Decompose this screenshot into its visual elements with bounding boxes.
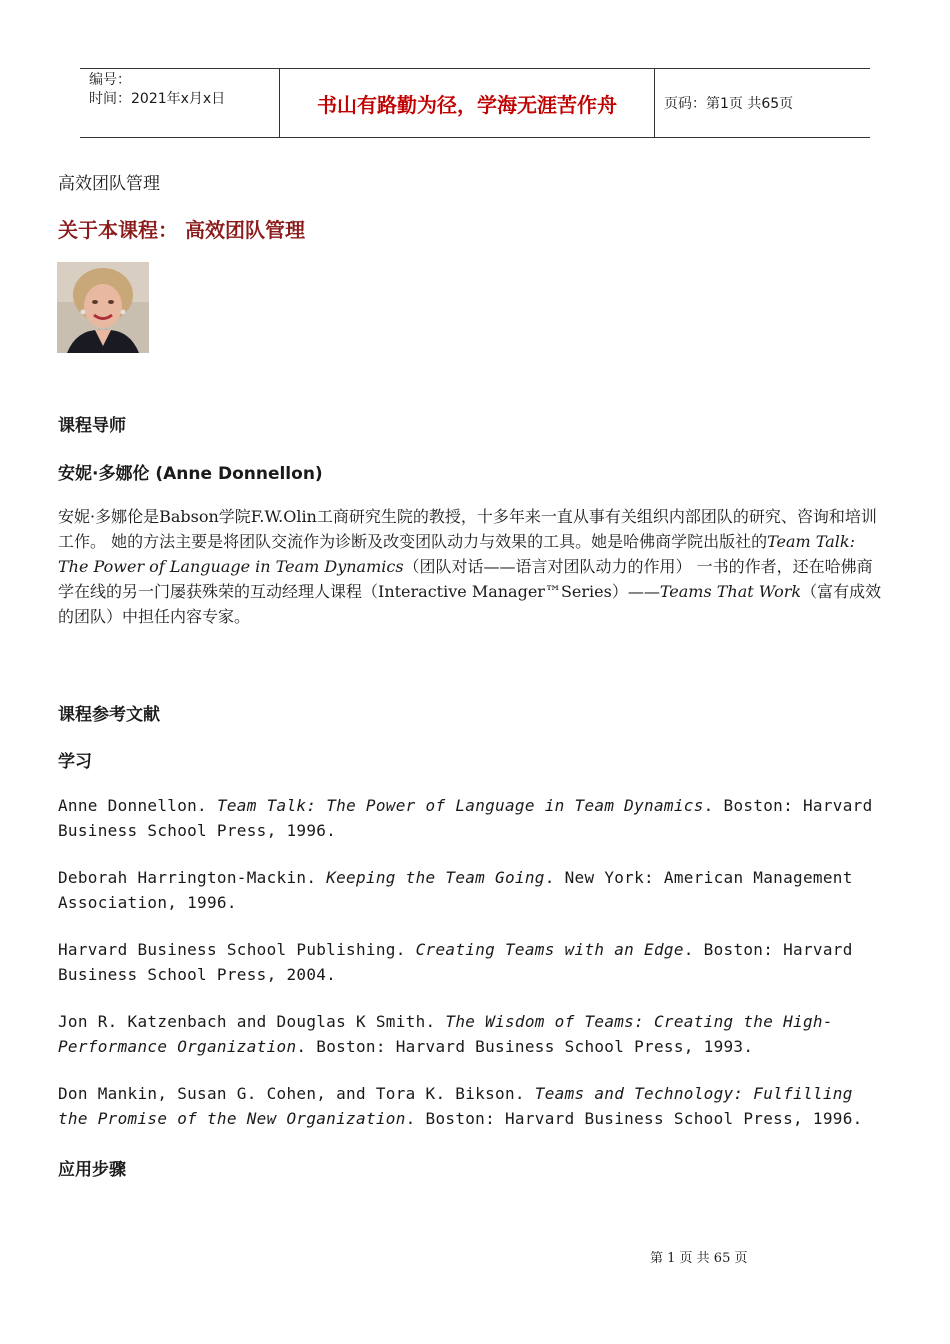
- bio-part-2: （团队对话——语言对团队动力的作用） 一书的作者，还在哈佛商学在线的另一门屡获殊荣的互动经理人课程（Interactive Manager™Series）——: [58, 557, 873, 601]
- instructor-bio: [58, 504, 888, 629]
- bio-book-2: Teams That Work: [659, 582, 802, 601]
- instructor-section-title: 课程导师: [58, 416, 126, 436]
- ref-author: Jon R. Katzenbach and Douglas K Smith.: [58, 1012, 446, 1031]
- instructor-portrait-icon: [57, 262, 149, 353]
- ref-author: Don Mankin, Susan G. Cohen, and Tora K. Bikson.: [58, 1084, 535, 1103]
- ref-publisher: . New York: American Management Association, 1996.: [58, 868, 853, 912]
- reference-item: [58, 1081, 888, 1131]
- reference-item: [58, 937, 888, 987]
- ref-publisher: . Boston: Harvard Business School Press, 1993.: [296, 1037, 754, 1056]
- ref-title: Team Talk: The Power of Language in Team Dynamics: [216, 796, 704, 815]
- header-table: [80, 68, 870, 138]
- instructor-name: 安妮·多娜伦 (Anne Donnellon): [58, 464, 323, 484]
- ref-publisher: . Boston: Harvard Business School Press, 1996.: [405, 1109, 863, 1128]
- ref-title: Keeping the Team Going: [326, 868, 545, 887]
- header-page-info: 页码：第1页 共65页: [664, 96, 794, 112]
- course-heading: 关于本课程： 高效团队管理: [58, 218, 305, 242]
- reference-item: [58, 865, 888, 915]
- steps-section-title: 应用步骤: [58, 1160, 126, 1180]
- study-section-title: 学习: [58, 752, 92, 772]
- reference-item: [58, 793, 888, 843]
- bio-part-3: （富有成效的团队）中担任内容专家。: [58, 582, 882, 626]
- references-section-title: 课程参考文献: [58, 705, 160, 725]
- header-motto: 书山有路勤为径，学海无涯苦作舟: [280, 69, 655, 137]
- ref-author: Deborah Harrington-Mackin.: [58, 868, 327, 887]
- ref-title: Creating Teams with an Edge: [415, 940, 684, 959]
- ref-title: The Wisdom of Teams: Creating the High-Performance Organization: [58, 1012, 833, 1056]
- ref-author: Harvard Business School Publishing.: [58, 940, 416, 959]
- time-label: 时间：2021年x月x日: [89, 91, 226, 107]
- doc-title: 高效团队管理: [58, 174, 160, 194]
- page-footer: 第 1 页 共 65 页: [650, 1251, 748, 1266]
- header-meta: [80, 69, 280, 137]
- number-label: 编号：: [89, 72, 131, 88]
- reference-item: [58, 1009, 888, 1059]
- ref-publisher: . Boston: Harvard Business School Press, 1996.: [58, 796, 873, 840]
- bio-part-1: 安妮·多娜伦是Babson学院F.W.Olin工商研究生院的教授，十多年来一直从事有关组织内部团队的研究、咨询和培训工作。 她的方法主要是将团队交流作为诊断及改变团队动力与效果的工具。她是哈佛商学院出版社的: [58, 507, 877, 551]
- bio-book-1: Team Talk: The Power of Language in Team Dynamics: [58, 532, 855, 576]
- ref-publisher: . Boston: Harvard Business School Press, 2004.: [58, 940, 853, 984]
- ref-author: Anne Donnellon.: [58, 796, 217, 815]
- ref-title: Teams and Technology: Fulfilling the Promise of the New Organization: [58, 1084, 853, 1128]
